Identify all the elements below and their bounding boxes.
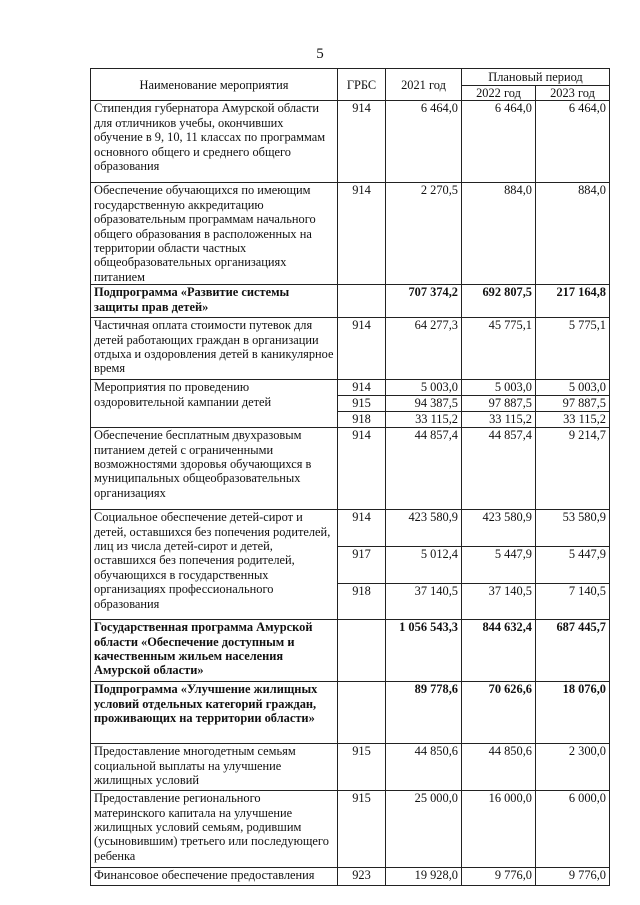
table-row xyxy=(91,510,610,547)
row-grbs: 918 xyxy=(338,412,386,428)
row-2021: 5 012,4 xyxy=(386,547,462,584)
row-2023: 6 000,0 xyxy=(536,791,610,868)
row-2021: 33 115,2 xyxy=(386,412,462,428)
row-2022: 33 115,2 xyxy=(462,412,536,428)
row-name: Финансовое обеспечение предоставления xyxy=(91,868,338,886)
row-2022: 44 850,6 xyxy=(462,744,536,791)
row-2023: 6 464,0 xyxy=(536,101,610,183)
row-2021: 707 374,2 xyxy=(386,285,462,318)
row-2022: 5 003,0 xyxy=(462,380,536,396)
row-grbs: 918 xyxy=(338,584,386,620)
table-row xyxy=(91,380,610,396)
row-name: Государственная программа Амурской области «Обеспечение доступным и качественным жильем населения Амурской области» xyxy=(91,620,338,682)
budget-table xyxy=(90,68,610,886)
row-2021: 5 003,0 xyxy=(386,380,462,396)
row-name: Стипендия губернатора Амурской области для отличников учебы, окончивших обучение в 9, 10, 11 классах по программам основного общего и среднего общего образования xyxy=(91,101,338,183)
table-row xyxy=(91,318,610,380)
row-2023: 2 300,0 xyxy=(536,744,610,791)
row-grbs xyxy=(338,620,386,682)
header-plan-period: Плановый период xyxy=(462,69,610,86)
table-row xyxy=(91,620,610,682)
row-2023: 18 076,0 xyxy=(536,682,610,744)
row-2022: 692 807,5 xyxy=(462,285,536,318)
row-grbs: 923 xyxy=(338,868,386,886)
row-2023: 7 140,5 xyxy=(536,584,610,620)
table-row xyxy=(91,183,610,285)
row-name: Предоставление многодетным семьям социальной выплаты на улучшение жилищных условий xyxy=(91,744,338,791)
header-2023: 2023 год xyxy=(536,86,610,101)
row-2022: 16 000,0 xyxy=(462,791,536,868)
row-grbs: 914 xyxy=(338,318,386,380)
row-2022: 37 140,5 xyxy=(462,584,536,620)
row-2023: 53 580,9 xyxy=(536,510,610,547)
row-grbs: 914 xyxy=(338,380,386,396)
row-2023: 687 445,7 xyxy=(536,620,610,682)
table-row xyxy=(91,791,610,868)
row-grbs: 915 xyxy=(338,744,386,791)
row-2022: 70 626,6 xyxy=(462,682,536,744)
row-2022: 97 887,5 xyxy=(462,396,536,412)
table-row xyxy=(91,682,610,744)
row-2021: 6 464,0 xyxy=(386,101,462,183)
row-2021: 89 778,6 xyxy=(386,682,462,744)
row-2023: 884,0 xyxy=(536,183,610,285)
row-2021: 64 277,3 xyxy=(386,318,462,380)
row-grbs: 917 xyxy=(338,547,386,584)
row-2022: 45 775,1 xyxy=(462,318,536,380)
row-name: Частичная оплата стоимости путевок для детей работающих граждан в организации отдыха и оздоровления детей в каникулярное время xyxy=(91,318,338,380)
header-name: Наименование мероприятия xyxy=(91,69,338,101)
row-2021: 37 140,5 xyxy=(386,584,462,620)
table-row xyxy=(91,868,610,886)
table-row xyxy=(91,101,610,183)
row-2022: 423 580,9 xyxy=(462,510,536,547)
row-2021: 1 056 543,3 xyxy=(386,620,462,682)
row-2023: 5 447,9 xyxy=(536,547,610,584)
row-2021: 423 580,9 xyxy=(386,510,462,547)
row-2023: 5 003,0 xyxy=(536,380,610,396)
header-grbs: ГРБС xyxy=(338,69,386,101)
row-grbs: 915 xyxy=(338,396,386,412)
row-grbs: 914 xyxy=(338,183,386,285)
row-2021: 19 928,0 xyxy=(386,868,462,886)
row-2022: 844 632,4 xyxy=(462,620,536,682)
row-2021: 2 270,5 xyxy=(386,183,462,285)
row-2023: 9 776,0 xyxy=(536,868,610,886)
row-2023: 217 164,8 xyxy=(536,285,610,318)
row-grbs xyxy=(338,285,386,318)
row-2022: 6 464,0 xyxy=(462,101,536,183)
row-2023: 5 775,1 xyxy=(536,318,610,380)
row-2023: 33 115,2 xyxy=(536,412,610,428)
row-grbs: 914 xyxy=(338,510,386,547)
row-name: Обеспечение обучающихся по имеющим государственную аккредитацию образовательным программам начального общего образования в расположенных на территории области частных общеобразовательных организациях питанием xyxy=(91,183,338,285)
row-grbs: 915 xyxy=(338,791,386,868)
row-2021: 25 000,0 xyxy=(386,791,462,868)
row-grbs xyxy=(338,682,386,744)
table-row xyxy=(91,744,610,791)
page-number: 5 xyxy=(316,46,324,62)
table-row xyxy=(91,428,610,510)
row-grbs: 914 xyxy=(338,428,386,510)
row-name: Предоставление регионального материнского капитала на улучшение жилищных условий семьям, родившим (усыновившим) третьего или последующего ребенка xyxy=(91,791,338,868)
row-2022: 884,0 xyxy=(462,183,536,285)
row-name: Социальное обеспечение детей-сирот и детей, оставшихся без попечения родителей, лиц из числа детей-сирот и детей, оставшихся без попечения родителей, обучающихся в государственных организациях профессионального образования xyxy=(91,510,338,620)
row-2022: 5 447,9 xyxy=(462,547,536,584)
row-grbs: 914 xyxy=(338,101,386,183)
row-2022: 44 857,4 xyxy=(462,428,536,510)
row-2023: 97 887,5 xyxy=(536,396,610,412)
row-2023: 9 214,7 xyxy=(536,428,610,510)
row-2021: 94 387,5 xyxy=(386,396,462,412)
row-name: Подпрограмма «Улучшение жилищных условий отдельных категорий граждан, проживающих на территории области» xyxy=(91,682,338,744)
row-2021: 44 850,6 xyxy=(386,744,462,791)
table-row xyxy=(91,285,610,318)
row-name: Подпрограмма «Развитие системы защиты прав детей» xyxy=(91,285,338,318)
header-2021: 2021 год xyxy=(386,69,462,101)
row-2022: 9 776,0 xyxy=(462,868,536,886)
header-2022: 2022 год xyxy=(462,86,536,101)
row-name: Обеспечение бесплатным двухразовым питанием детей с ограниченными возможностями здоровья обучающихся в муниципальных общеобразовательных организациях xyxy=(91,428,338,510)
row-name: Мероприятия по проведению оздоровительной кампании детей xyxy=(91,380,338,428)
row-2021: 44 857,4 xyxy=(386,428,462,510)
